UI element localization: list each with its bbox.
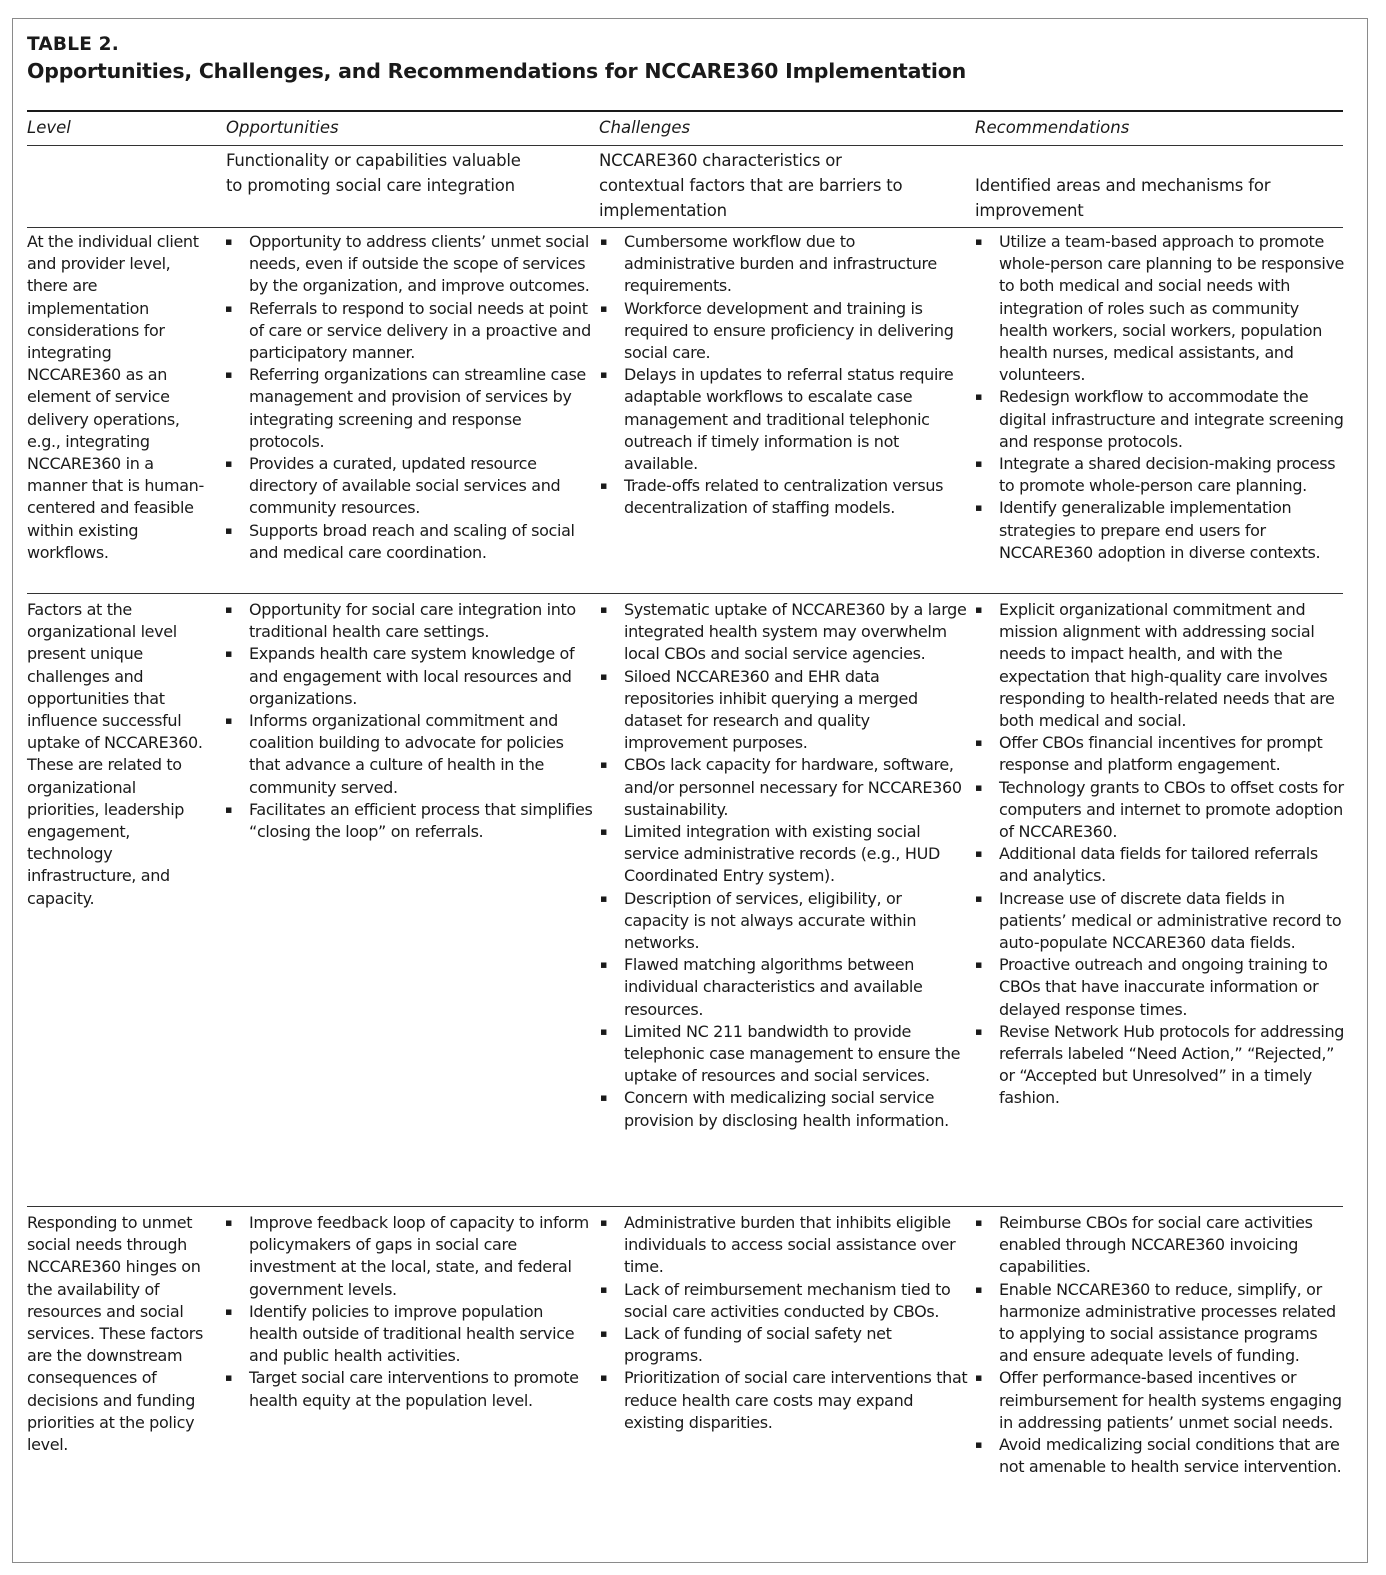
list-item: ▪ Lack of funding of social safety net programs.	[599, 1323, 969, 1367]
column-header-opportunities: Opportunities	[226, 118, 339, 137]
list-item: ▪ Limited NC 211 bandwidth to provide telephonic case management to ensure the uptake of resources and social services.	[599, 1021, 969, 1088]
subheader-rule	[27, 227, 1343, 228]
row-1-level: At the individual client and provider level, there are implementation considerations for integrating NCCARE360 as an element of service delivery operations, e.g., integrating NCCARE360 in a manner that is human-centered and feasible within existing workflows.	[27, 232, 204, 562]
column-header-rule	[27, 145, 1343, 146]
list-item: ▪ Facilitates an efficient process that simplifies “closing the loop” on referrals.	[224, 799, 594, 843]
list-item: ▪ Redesign workflow to accommodate the digital infrastructure and integrate screening and response protocols.	[974, 386, 1348, 453]
list-item: ▪ Trade-offs related to centralization versus decentralization of staffing models.	[599, 475, 969, 519]
subheader-opportunities: Functionality or capabilities valuable to promoting social care integration	[226, 151, 521, 195]
list-item: ▪ Opportunity for social care integration into traditional health care settings.	[224, 599, 594, 643]
row-2-recommendations	[974, 599, 1348, 1110]
list-item: ▪ Supports broad reach and scaling of social and medical care coordination.	[224, 520, 594, 564]
list-item: ▪ Proactive outreach and ongoing training to CBOs that have inaccurate information or delayed response times.	[974, 954, 1348, 1021]
list-item: ▪ Reimburse CBOs for social care activities enabled through NCCARE360 invoicing capabilities.	[974, 1212, 1348, 1279]
list-item: ▪ CBOs lack capacity for hardware, software, and/or personnel necessary for NCCARE360 sustainability.	[599, 754, 969, 821]
list-item: ▪ Systematic uptake of NCCARE360 by a large integrated health system may overwhelm local CBOs and social service agencies.	[599, 599, 969, 666]
list-item: ▪ Target social care interventions to promote health equity at the population level.	[224, 1367, 594, 1411]
list-item: ▪ Integrate a shared decision-making process to promote whole-person care planning.	[974, 453, 1348, 497]
row-3-challenges	[599, 1212, 969, 1434]
list-item: ▪ Referring organizations can streamline case management and provision of services by integrating screening and response protocols.	[224, 364, 594, 453]
list-item: ▪ Referrals to respond to social needs at point of care or service delivery in a proactive and participatory manner.	[224, 298, 594, 365]
list-item: ▪ Offer performance-based incentives or reimbursement for health systems engaging in addressing patients’ unmet social needs.	[974, 1367, 1348, 1434]
row-1-opportunities	[224, 231, 594, 564]
list-item: ▪ Identify policies to improve population health outside of traditional health service and public health activities.	[224, 1301, 594, 1368]
row-3-level: Responding to unmet social needs through NCCARE360 hinges on the availability of resources and social services. These factors are the downstream consequences of decisions and funding priorities at the policy level.	[27, 1213, 204, 1455]
list-item: ▪ Concern with medicalizing social service provision by disclosing health information.	[599, 1087, 969, 1131]
column-header-recommendations: Recommendations	[975, 118, 1130, 137]
table-title: Opportunities, Challenges, and Recommendations for NCCARE360 Implementation	[27, 59, 966, 83]
row-2-level: Factors at the organizational level present unique challenges and opportunities that influence successful uptake of NCCARE360. These are related to organizational priorities, leadership engagement, technology infrastructure, and capacity.	[27, 600, 203, 908]
column-header-challenges: Challenges	[599, 118, 691, 137]
list-item: ▪ Administrative burden that inhibits eligible individuals to access social assistance over time.	[599, 1212, 969, 1279]
list-item: ▪ Increase use of discrete data fields in patients’ medical or administrative record to auto-populate NCCARE360 data fields.	[974, 888, 1348, 955]
row-3-recommendations	[974, 1212, 1348, 1478]
row-1-recommendations	[974, 231, 1348, 564]
subheader-recommendations: Identified areas and mechanisms for improvement	[975, 176, 1271, 220]
header-rule	[27, 110, 1343, 112]
list-item: ▪ Flawed matching algorithms between individual characteristics and available resources.	[599, 954, 969, 1021]
list-item: ▪ Offer CBOs financial incentives for prompt response and platform engagement.	[974, 732, 1348, 776]
list-item: ▪ Improve feedback loop of capacity to inform policymakers of gaps in social care investment at the local, state, and federal government levels.	[224, 1212, 594, 1301]
list-item: ▪ Description of services, eligibility, or capacity is not always accurate within networks.	[599, 888, 969, 955]
list-item: ▪ Avoid medicalizing social conditions that are not amenable to health service intervention.	[974, 1434, 1348, 1478]
list-item: ▪ Enable NCCARE360 to reduce, simplify, or harmonize administrative processes related to applying to social assistance programs and ensure adequate levels of funding.	[974, 1279, 1348, 1368]
row-2-challenges	[599, 599, 969, 1132]
table-header	[27, 34, 966, 86]
list-item: ▪ Utilize a team-based approach to promote whole-person care planning to be responsive to both medical and social needs with integration of roles such as community health workers, social workers, population health nurses, medical assistants, and volunteers.	[974, 231, 1348, 386]
list-item: ▪ Additional data fields for tailored referrals and analytics.	[974, 843, 1348, 887]
row-2-opportunities	[224, 599, 594, 843]
list-item: ▪ Cumbersome workflow due to administrative burden and infrastructure requirements.	[599, 231, 969, 298]
column-header-level: Level	[27, 118, 71, 137]
row-1-rule	[27, 593, 1343, 594]
list-item: ▪ Provides a curated, updated resource directory of available social services and community resources.	[224, 453, 594, 520]
row-1-challenges	[599, 231, 969, 520]
list-item: ▪ Delays in updates to referral status require adaptable workflows to escalate case management and traditional telephonic outreach if timely information is not available.	[599, 364, 969, 475]
row-2-rule	[27, 1206, 1343, 1207]
list-item: ▪ Prioritization of social care interventions that reduce health care costs may expand existing disparities.	[599, 1367, 969, 1434]
row-3-opportunities	[224, 1212, 594, 1412]
list-item: ▪ Limited integration with existing social service administrative records (e.g., HUD Coordinated Entry system).	[599, 821, 969, 888]
list-item: ▪ Revise Network Hub protocols for addressing referrals labeled “Need Action,” “Rejected,” or “Accepted but Unresolved” in a timely fashion.	[974, 1021, 1348, 1110]
list-item: ▪ Workforce development and training is required to ensure proficiency in delivering social care.	[599, 298, 969, 365]
list-item: ▪ Expands health care system knowledge of and engagement with local resources and organizations.	[224, 643, 594, 710]
list-item: ▪ Siloed NCCARE360 and EHR data repositories inhibit querying a merged dataset for research and quality improvement purposes.	[599, 666, 969, 755]
list-item: ▪ Identify generalizable implementation strategies to prepare end users for NCCARE360 adoption in diverse contexts.	[974, 497, 1348, 564]
list-item: ▪ Explicit organizational commitment and mission alignment with addressing social needs to impact health, and with the expectation that high-quality care involves responding to health-related needs that are both medical and social.	[974, 599, 1348, 732]
list-item: ▪ Lack of reimbursement mechanism tied to social care activities conducted by CBOs.	[599, 1279, 969, 1323]
table-label: TABLE 2.	[27, 34, 119, 55]
list-item: ▪ Technology grants to CBOs to offset costs for computers and internet to promote adoption of NCCARE360.	[974, 777, 1348, 844]
list-item: ▪ Opportunity to address clients’ unmet social needs, even if outside the scope of services by the organization, and improve outcomes.	[224, 231, 594, 298]
subheader-challenges: NCCARE360 characteristics or contextual factors that are barriers to implementation	[599, 151, 903, 220]
list-item: ▪ Informs organizational commitment and coalition building to advocate for policies that advance a culture of health in the community served.	[224, 710, 594, 799]
